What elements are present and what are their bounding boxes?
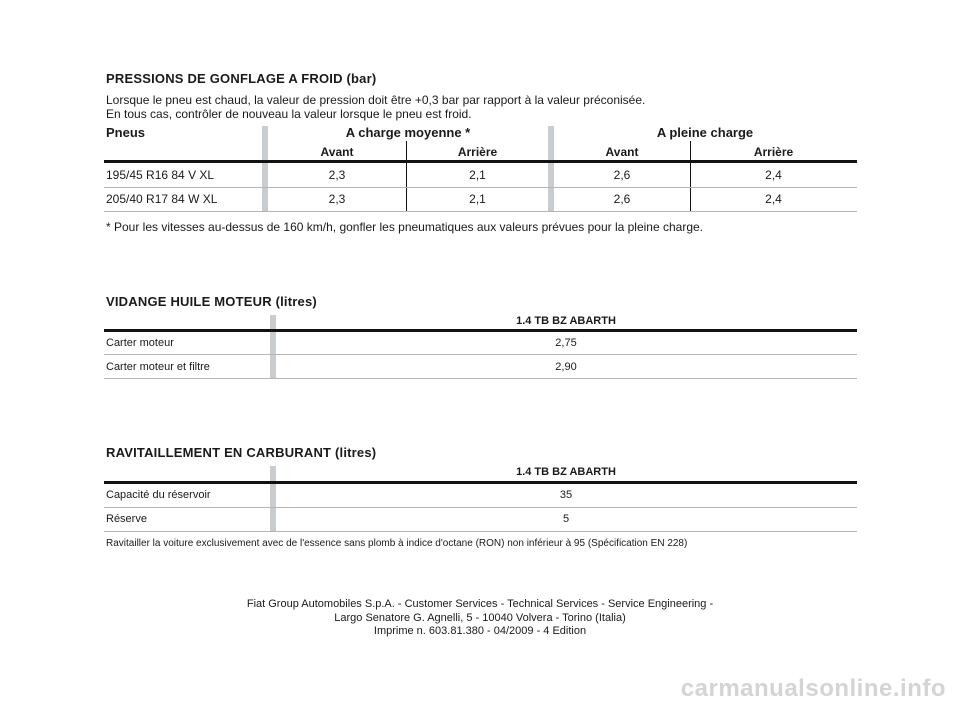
value-moyenne-avant: 2,3 <box>328 168 346 182</box>
row-rule <box>104 531 857 532</box>
row-rule <box>104 354 857 355</box>
header-rule <box>104 481 857 484</box>
vidange-title: VIDANGE HUILE MOTEUR (litres) <box>106 294 317 309</box>
header-rule <box>104 160 857 163</box>
ravitaillement-column-header: 1.4 TB BZ ABARTH <box>516 466 616 478</box>
ravitaillement-value: 35 <box>559 489 573 501</box>
footer-line2: Largo Senatore G. Agnelli, 5 - 10040 Volvera - Torino (Italia) <box>334 612 626 624</box>
vidange-value: 2,90 <box>555 361 577 373</box>
subheader-avant-pleine: Avant <box>605 145 639 159</box>
ravitaillement-value: 5 <box>562 513 570 525</box>
vidange-label: Carter moteur <box>106 337 174 349</box>
pressions-intro-line1: Lorsque le pneu est chaud, la valeur de pression doit être +0,3 bar par rapport à la valeur préconisée. <box>106 93 646 107</box>
watermark: carmanualsonline.info <box>680 675 946 702</box>
header-pleine-charge: A pleine charge <box>656 125 754 140</box>
value-moyenne-avant: 2,3 <box>328 192 346 206</box>
value-moyenne-arriere: 2,1 <box>469 192 486 206</box>
vidange-column-header: 1.4 TB BZ ABARTH <box>516 315 616 327</box>
ravitaillement-note: Ravitailler la voiture exclusivement avec de l'essence sans plomb à indice d'octane (RON) non inférieur à 95 (Spécification EN 228) <box>106 538 688 549</box>
pressions-intro-line2: En tous cas, contrôler de nouveau la valeur lorsque le pneu est froid. <box>106 107 472 121</box>
vidange-value: 2,75 <box>555 337 577 349</box>
ravitaillement-label: Capacité du réservoir <box>106 489 211 501</box>
value-moyenne-arriere: 2,1 <box>469 168 486 182</box>
pneu-size: 205/40 R17 84 W XL <box>106 192 218 206</box>
ravitaillement-title: RAVITAILLEMENT EN CARBURANT (litres) <box>106 445 377 460</box>
row-rule <box>104 187 857 188</box>
value-pleine-arriere: 2,4 <box>765 168 782 182</box>
row-rule <box>104 378 857 379</box>
pneu-size: 195/45 R16 84 V XL <box>106 168 215 182</box>
subheader-arriere-pleine: Arrière <box>753 145 794 159</box>
pressions-footnote: * Pour les vitesses au-dessus de 160 km/h, gonfler les pneumatiques aux valeurs prévues pour la pleine charge. <box>106 220 704 234</box>
vidange-label: Carter moteur et filtre <box>106 361 210 373</box>
footer-line1: Fiat Group Automobiles S.p.A. - Customer Services - Technical Services - Service Engineering - <box>246 598 714 610</box>
footer-line3: Imprime n. 603.81.380 - 04/2009 - 4 Edition <box>373 625 587 637</box>
header-rule <box>104 329 857 332</box>
ravitaillement-label: Réserve <box>106 513 147 525</box>
subheader-arriere-moyenne: Arrière <box>457 145 498 159</box>
row-rule <box>104 507 857 508</box>
value-pleine-avant: 2,6 <box>613 168 631 182</box>
header-pneus: Pneus <box>106 125 146 140</box>
value-pleine-arriere: 2,4 <box>765 192 782 206</box>
pressions-title: PRESSIONS DE GONFLAGE A FROID (bar) <box>106 71 377 86</box>
subheader-avant-moyenne: Avant <box>320 145 354 159</box>
value-pleine-avant: 2,6 <box>613 192 631 206</box>
row-rule <box>104 211 857 212</box>
header-charge-moyenne: A charge moyenne * <box>345 125 471 140</box>
